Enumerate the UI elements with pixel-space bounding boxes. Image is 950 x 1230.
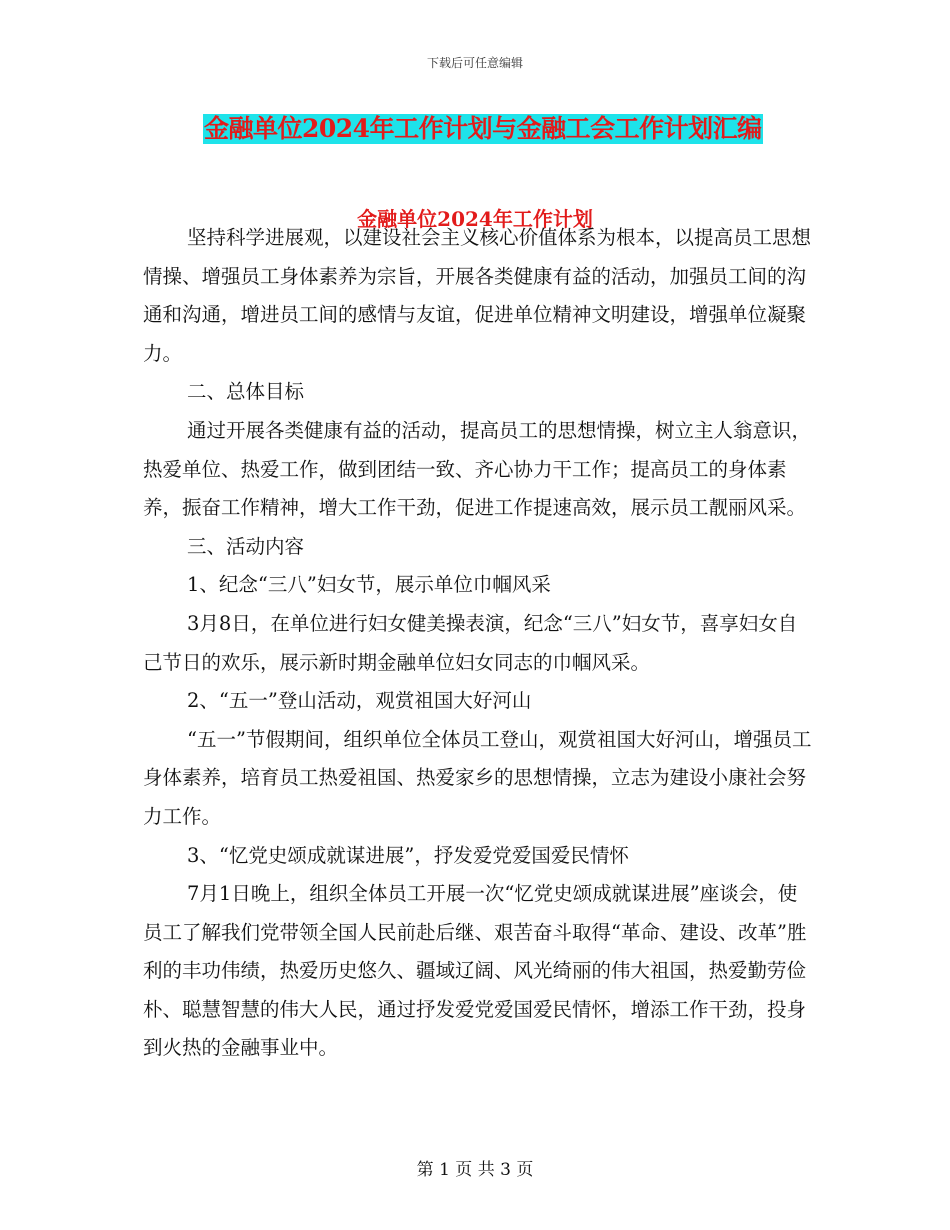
paragraph: 二、总体目标 bbox=[187, 380, 305, 404]
paragraph: 3月8日，在单位进行妇女健美操表演，纪念“三八”妇女节，喜享妇女自己节日的欢乐，展示新时期金融单位妇女同志的巾帼风采。 bbox=[143, 611, 798, 674]
header-note: 下载后可任意编辑 bbox=[426, 56, 523, 70]
section-title: 金融单位2024年工作计划 bbox=[357, 207, 593, 231]
paragraph: 3、“忆党史颂成就谋进展”，抒发爱党爱国爱民情怀 bbox=[187, 843, 629, 867]
paragraph: 三、活动内容 bbox=[187, 534, 305, 558]
main-title: 金融单位2024年工作计划与金融工会工作计划汇编 bbox=[204, 114, 762, 143]
paragraph: 1、纪念“三八”妇女节，展示单位巾帼风采 bbox=[187, 573, 551, 597]
body-text bbox=[143, 219, 813, 1068]
paragraph: 7月1日晚上，组织全体员工开展一次“忆党史颂成就谋进展”座谈会，使员工了解我们党带领全国人民前赴后继、艰苦奋斗取得“革命、建设、改革”胜利的丰功伟绩，热爱历史悠久、疆域辽阔、风光绮丽的伟大祖国，热爱勤劳俭朴、聪慧智慧的伟大人民，通过抒发爱党爱国爱民情怀，增添工作干劲，投身到火热的金融事业中。 bbox=[143, 882, 807, 1060]
paragraph: 通过开展各类健康有益的活动，提高员工的思想情操，树立主人翁意识，热爱单位、热爱工作，做到团结一致、齐心协力干工作；提高员工的身体素养，振奋工作精神，增大工作干劲，促进工作提速高效，展示员工靓丽风采。 bbox=[143, 418, 812, 520]
page-footer: 第 1 页 共 3 页 bbox=[416, 1160, 534, 1180]
paragraph: 坚持科学进展观，以建设社会主义核心价值体系为根本，以提高员工思想情操、增强员工身体素养为宗旨，开展各类健康有益的活动，加强员工间的沟通和沟通，增进员工间的感情与友谊，促进单位精神文明建设，增强单位凝聚力。 bbox=[143, 226, 812, 365]
paragraph: “五一”节假期间，组织单位全体员工登山，观赏祖国大好河山，增强员工身体素养，培育员工热爱祖国、热爱家乡的思想情操，立志为建设小康社会努力工作。 bbox=[143, 727, 812, 828]
paragraph: 2、“五一”登山活动，观赏祖国大好河山 bbox=[187, 689, 532, 713]
